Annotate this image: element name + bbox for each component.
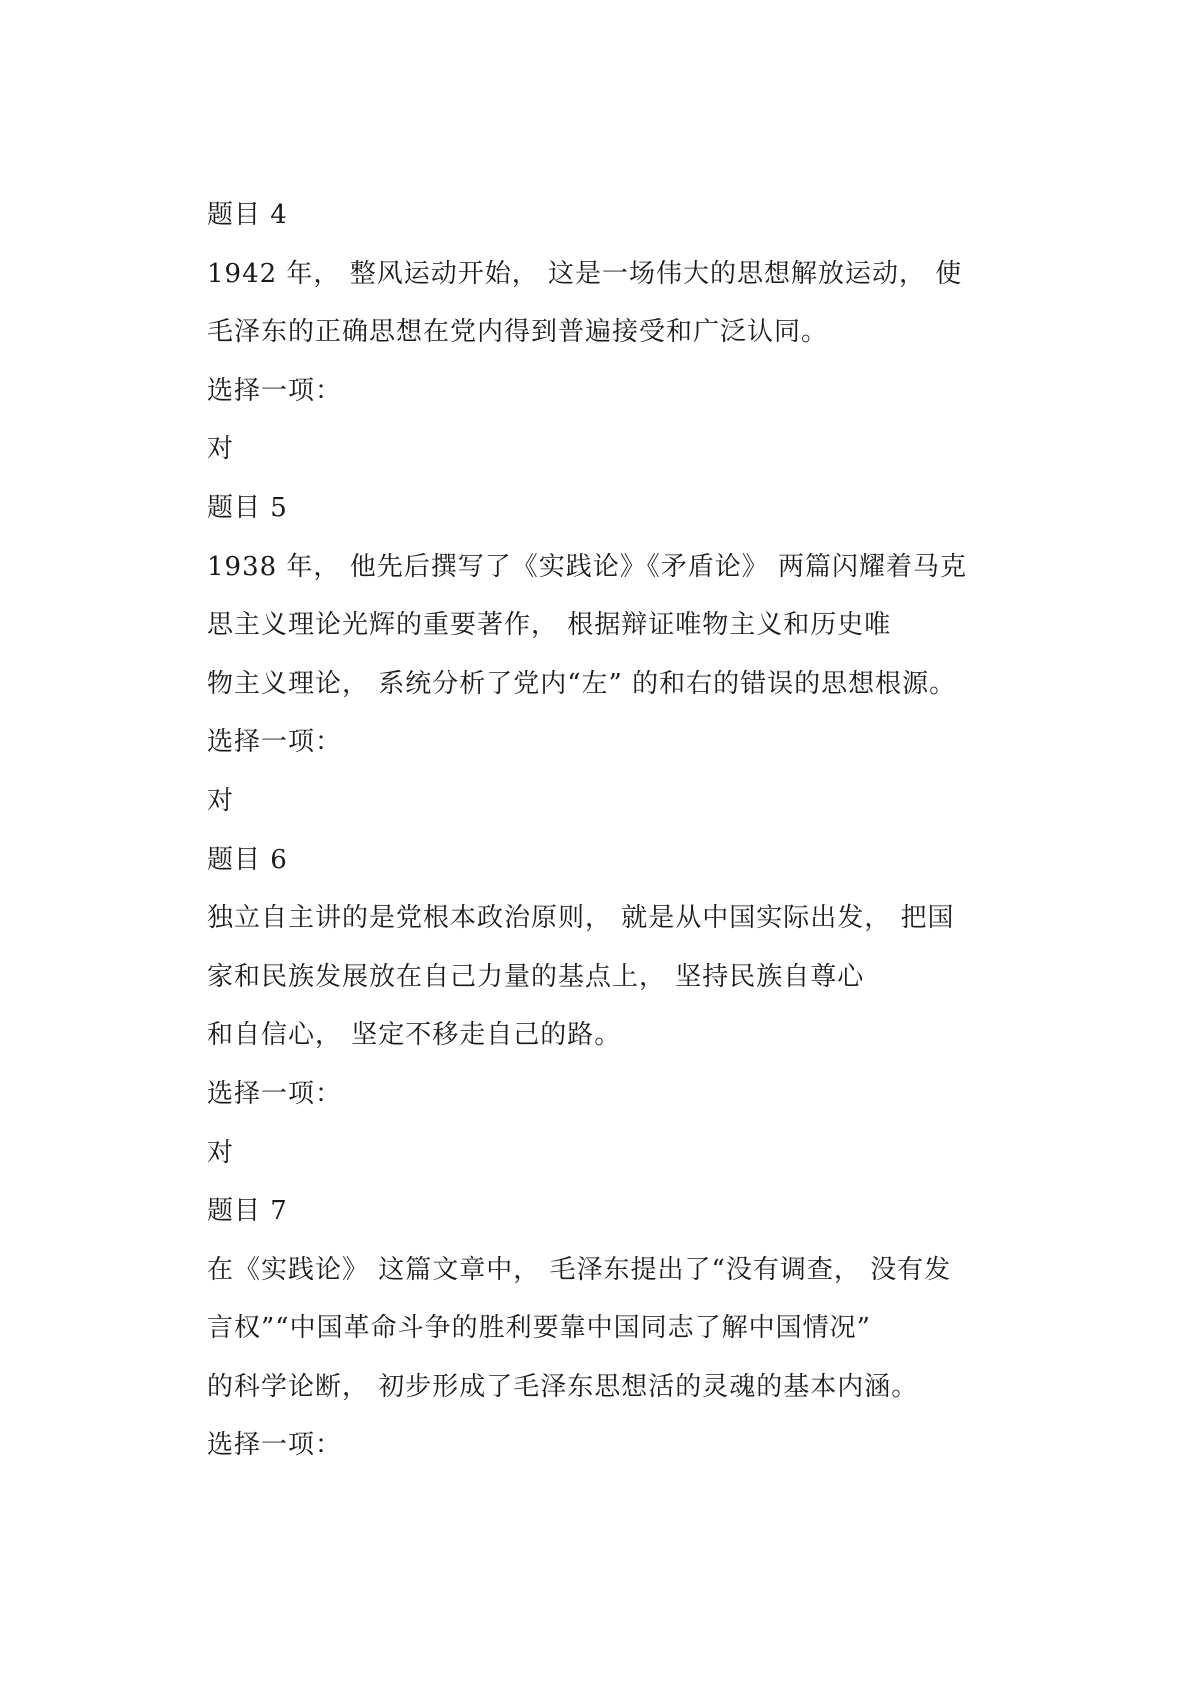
question-text-line: 1942 年， 整风运动开始， 这是一场伟大的思想解放运动， 使 — [207, 258, 963, 289]
question-block — [207, 1182, 1007, 1475]
question-text-line: 言权”“中国革命斗争的胜利要靠中国同志了解中国情况” — [207, 1313, 871, 1344]
question-text-line: 思主义理论光辉的重要著作， 根据辩证唯物主义和历史唯 — [207, 610, 892, 641]
question-block — [207, 479, 1007, 831]
answer-option[interactable]: 对 — [207, 434, 235, 465]
choice-prompt: 选择一项： — [207, 1430, 343, 1461]
question-text-line: 独立自主讲的是党根本政治原则， 就是从中国实际出发， 把国 — [207, 903, 955, 934]
question-text-line: 和自信心， 坚定不移走自己的路。 — [207, 1020, 622, 1051]
question-heading: 题目 5 — [207, 492, 288, 523]
question-text-line: 在《实践论》 这篇文章中， 毛泽东提出了“没有调查， 没有发 — [207, 1254, 952, 1285]
document-content — [207, 186, 1007, 1475]
question-block — [207, 831, 1007, 1183]
answer-option[interactable]: 对 — [207, 785, 235, 816]
question-heading: 题目 6 — [207, 844, 288, 875]
question-text-line: 1938 年， 他先后撰写了《实践论》《矛盾论》 两篇闪耀着马克 — [207, 551, 967, 582]
choice-prompt: 选择一项： — [207, 375, 343, 406]
question-text-line: 毛泽东的正确思想在党内得到普遍接受和广泛认同。 — [207, 317, 829, 348]
question-text-line: 家和民族发展放在自己力量的基点上， 坚持民族自尊心 — [207, 961, 865, 992]
choice-prompt: 选择一项： — [207, 727, 343, 758]
question-block — [207, 186, 1007, 479]
question-text-line: 的科学论断， 初步形成了毛泽东思想活的灵魂的基本内涵。 — [207, 1371, 919, 1402]
question-text-line: 物主义理论， 系统分析了党内“左” 的和右的错误的思想根源。 — [207, 668, 957, 699]
question-heading: 题目 4 — [207, 200, 288, 230]
answer-option[interactable]: 对 — [207, 1137, 235, 1168]
question-heading: 题目 7 — [207, 1196, 288, 1227]
choice-prompt: 选择一项： — [207, 1078, 343, 1109]
